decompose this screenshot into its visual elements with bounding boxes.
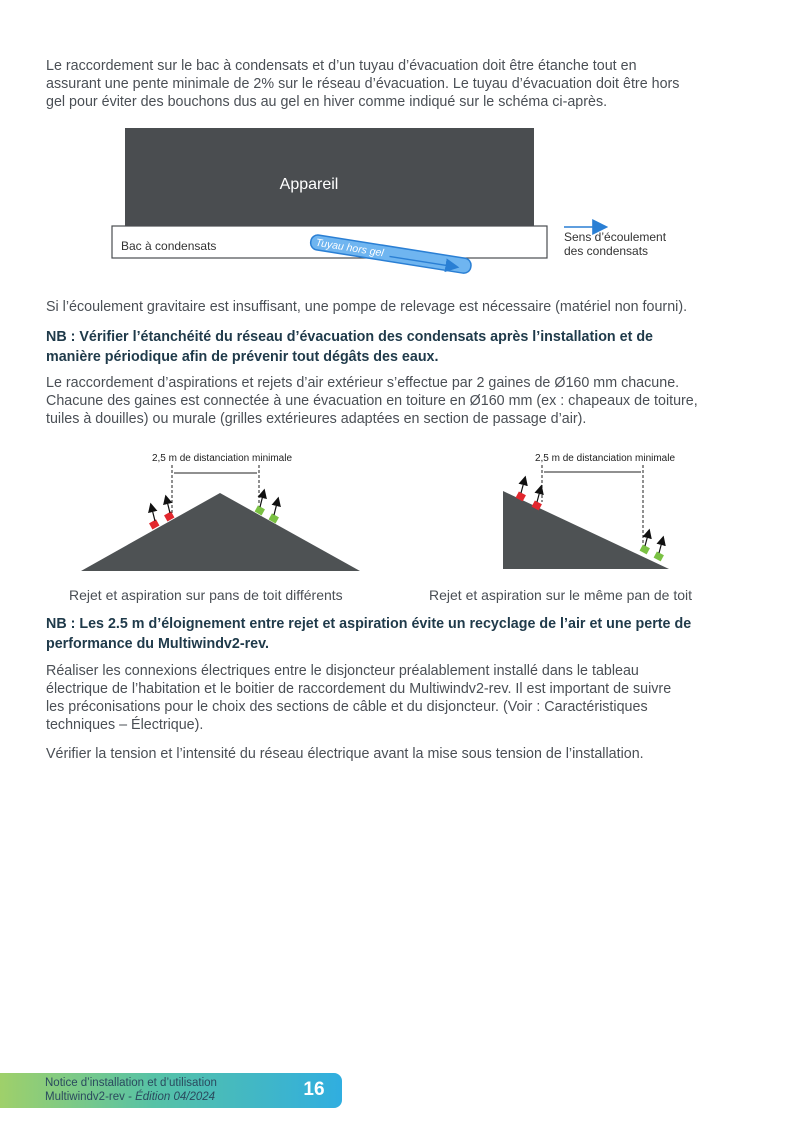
text-line: Le raccordement sur le bac à condensats et d’un tuyau d’évacuation doit être étanche tout en bbox=[46, 58, 637, 74]
device-label: Appareil bbox=[279, 176, 339, 193]
footer-edition-line bbox=[45, 1091, 217, 1105]
intro-paragraph bbox=[46, 57, 758, 111]
text-line: manière périodique afin de prévenir tout dégâts des eaux. bbox=[46, 349, 439, 365]
footer-doc-title: Notice d’installation et d’utilisation bbox=[45, 1077, 217, 1089]
footer-product: Multiwindv2-rev - bbox=[45, 1090, 136, 1103]
rejet-arrow-2 bbox=[537, 487, 541, 502]
pipe-label: Tuyau hors gel bbox=[314, 236, 385, 260]
nb-distance bbox=[46, 614, 758, 654]
aspiration-vent-2 bbox=[654, 551, 664, 561]
text-line: techniques – Électrique). bbox=[46, 717, 204, 733]
text-line: les préconisations pour le choix des sections de câble et du disjoncteur. (Voir : Caractéristiques bbox=[46, 699, 648, 715]
text-line: NB : Vérifier l’étanchéité du réseau d’évacuation des condensats après l’installation et de bbox=[46, 329, 654, 345]
tray-label: Bac à condensats bbox=[121, 239, 217, 253]
page-number: 16 bbox=[303, 1079, 325, 1100]
aspiration-arrow-2 bbox=[274, 499, 278, 515]
distance-label: 2,5 m de distanciation minimale bbox=[151, 453, 293, 464]
text-line: Le raccordement d’aspirations et rejets d’air extérieur s’effectue par 2 gaines de Ø160 mm chacune. bbox=[46, 375, 680, 391]
flow-label-line1: Sens d’écoulement bbox=[564, 230, 667, 244]
distance-label: 2,5 m de distanciation minimale bbox=[534, 453, 676, 464]
aspiration-arrow-1 bbox=[645, 531, 649, 546]
roof-shape bbox=[503, 491, 669, 569]
footer-band bbox=[0, 1073, 342, 1108]
ducts-paragraph bbox=[46, 374, 758, 428]
caption-same-slope: Rejet et aspiration sur le même pan de toit bbox=[429, 587, 693, 603]
pump-paragraph: Si l’écoulement gravitaire est insuffisant, une pompe de relevage est nécessaire (matériel non fourni). bbox=[46, 299, 688, 315]
aspiration-vent-1 bbox=[640, 544, 650, 554]
text-line: tuiles à douilles) ou murale (grilles extérieures adaptées en section de passage d’air). bbox=[46, 411, 587, 427]
text-line: Chacune des gaines est connectée à une évacuation en toiture en Ø160 mm (ex : chapeaux de toiture, bbox=[46, 393, 698, 409]
aspiration-arrow-2 bbox=[659, 538, 663, 553]
roof-shape bbox=[81, 493, 360, 571]
roof-diagram-same-slope bbox=[495, 445, 695, 575]
nb-leak-check bbox=[46, 327, 758, 367]
footer-text bbox=[45, 1077, 217, 1104]
footer-edition: Édition 04/2024 bbox=[135, 1090, 216, 1103]
text-line: assurant une pente minimale de 2% sur le réseau d’évacuation. Le tuyau d’évacuation doit être hors bbox=[46, 76, 680, 92]
caption-different-slopes: Rejet et aspiration sur pans de toit différents bbox=[69, 587, 343, 603]
aspiration-arrow-1 bbox=[260, 491, 264, 507]
text-line: gel pour éviter des bouchons dus au gel en hiver comme indiqué sur le schéma ci-après. bbox=[46, 94, 608, 110]
roof-diagram-different-slopes bbox=[75, 445, 375, 575]
flow-label-line2: des condensats bbox=[564, 244, 649, 258]
voltage-check-paragraph: Vérifier la tension et l’intensité du réseau électrique avant la mise sous tension de l’installation. bbox=[46, 746, 644, 762]
rejet-arrow-1 bbox=[521, 478, 525, 493]
rejet-arrow-1 bbox=[151, 505, 155, 521]
electrical-paragraph bbox=[46, 662, 758, 734]
text-line: électrique de l’habitation et le boitier de raccordement du Multiwindv2-rev. Il est important de suivre bbox=[46, 681, 672, 697]
text-line: performance du Multiwindv2-rev. bbox=[46, 636, 269, 652]
text-line: NB : Les 2.5 m d’éloignement entre rejet et aspiration évite un recyclage de l’air et une perte de bbox=[46, 616, 692, 632]
text-line: Réaliser les connexions électriques entre le disjoncteur préalablement installé dans le tableau bbox=[46, 663, 639, 679]
rejet-arrow-2 bbox=[166, 497, 170, 513]
condensate-diagram bbox=[100, 120, 700, 280]
